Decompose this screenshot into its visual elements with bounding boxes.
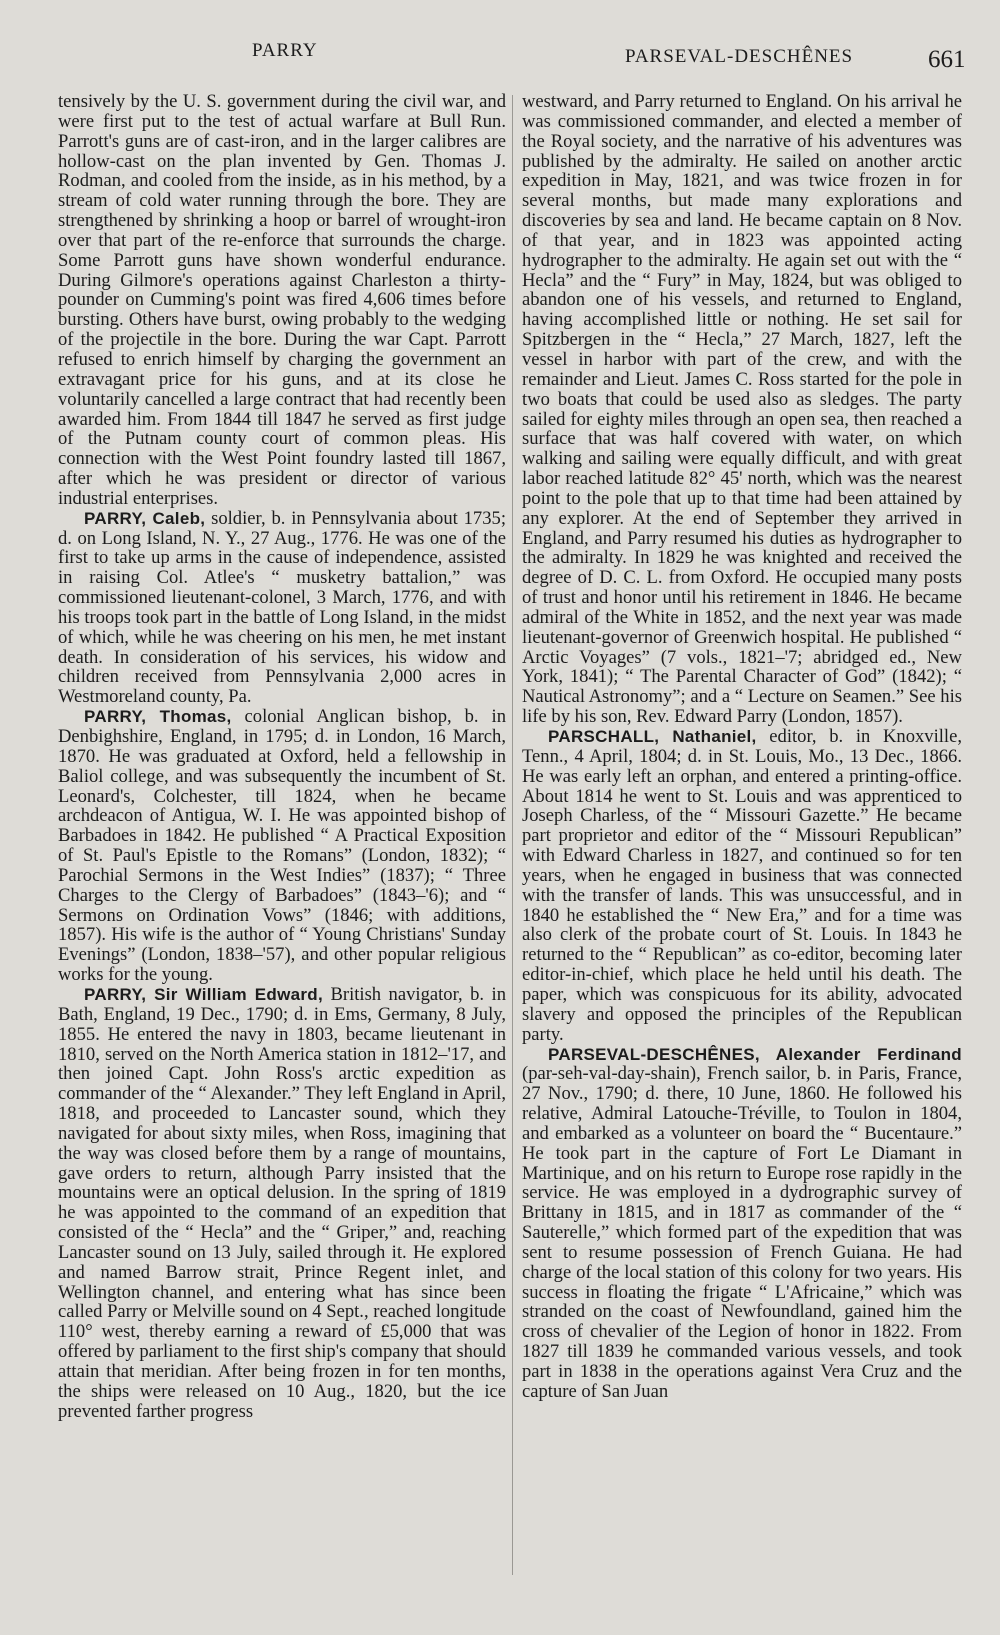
entry-parschall-nathaniel [522, 727, 962, 1045]
entry-headword: PARRY, Sir William Edward, [84, 984, 324, 1004]
entry-text: (par-seh-val-day-shain), French sailor, b. in Paris, France, 27 Nov., 1790; d. there, 10 June, 1860. He followed his relative, Admiral Latouche-Tréville, to Toulon in 1804, and embarked as a volunteer on board the “ Bucentaure.” He took part in the capture of Fort Le Diamant in Martinique, and on his return to Europe rose rapidly in the service. He was employed in a dydrographic survey of Brittany in 1815, and in 1817 as commander of the “ Sauterelle,” which formed part of the expedition that was sent to resume possession of French Guiana. He had charge of the local station of this colony for two years. His success in floating the frigate “ L'Africaine,” which was stranded on the coast of Newfoundland, gained him the cross of chevalier of the Legion of honor in 1822. From 1827 till 1839 he commanded various vessels, and took part in 1838 in the operations against Vera Cruz and the capture of San Juan [522, 1063, 962, 1402]
left-column [58, 92, 506, 1422]
entry-headword: PARRY, Caleb, [84, 508, 206, 528]
left-running-head: PARRY [252, 40, 318, 61]
entry-text: British navigator, b. in Bath, England, 19 Dec., 1790; d. in Ems, Germany, 8 July, 1855. He entered the navy in 1803, became lieutenant in 1810, served on the North America station in 1812–'17, and then joined Capt. John Ross's arctic expedition as commander of the “ Alexander.” They left England in April, 1818, and proceeded to Lancaster sound, which they navigated for about sixty miles, when Ross, imagining that the way was closed before them by a range of mountains, gave orders to return, although Parry insisted that the mountains were an optical delusion. In the spring of 1819 he was appointed to the command of an expedition that consisted of the “ Hecla” and the “ Griper,” and, reaching Lancaster sound on 13 July, sailed through it. He explored and named Barrow strait, Prince Regent inlet, and Wellington channel, and entering what has since been called Parry or Melville sound on 4 Sept., reached longitude 110° west, thereby earning a reward of £5,000 that was offered by parliament to the first ship's company that should attain that meridian. After being frozen in for ten months, the ships were released on 10 Aug., 1820, but the ice prevented farther progress [58, 983, 506, 1422]
entry-parry-caleb [58, 509, 506, 707]
column-rule [512, 95, 513, 1575]
page-header [0, 38, 1000, 72]
entry-parry-thomas [58, 707, 506, 985]
entry-parry-william-edward [58, 985, 506, 1422]
entry-parseval-deschenes [522, 1045, 962, 1402]
right-running-head: PARSEVAL-DESCHÊNES [625, 46, 854, 67]
continuation-paragraph: westward, and Parry returned to England. On his arrival he was commissioned commander, and elected a member of the Royal society, and the narrative of his adventures was published by the admiralty. He sailed on another arctic expedition in May, 1821, and was twice frozen in for several months, but made many explorations and discoveries by sea and land. He became captain on 8 Nov. of that year, and in 1823 was appointed acting hydrographer to the admiralty. He again set out with the “ Hecla” and the “ Fury” in May, 1824, but was obliged to abandon one of his vessels, and returned to England, having accomplished little or nothing. He set sail for Spitzbergen in the “ Hecla,” 27 March, 1827, left the vessel in harbor with part of the crew, and with the remainder and Lieut. James C. Ross started for the pole in two boats that could be used also as sledges. The party sailed for eighty miles through an open sea, then reached a surface that was half covered with water, on which walking and sailing were equally difficult, and with great labor reached latitude 82° 45' north, which was the nearest point to the pole that up to that time had been attained by any explorer. At the end of September they arrived in England, and Parry resumed his duties as hydrographer to the admiralty. In 1829 he was knighted and received the degree of D. C. L. from Oxford. He occupied many posts of trust and honor until his retirement in 1846. He became admiral of the White in 1852, and the next year was made lieutenant-governor of Greenwich hospital. He published “ Arctic Voyages” (7 vols., 1821–'7; abridged ed., New York, 1841); “ The Parental Character of God” (1842); “ Nautical Astronomy”; and a “ Lecture on Seamen.” See his life by his son, Rev. Edward Parry (London, 1857). [522, 91, 962, 728]
entry-headword: PARSEVAL-DESCHÊNES, Alexander Ferdinand [548, 1044, 962, 1064]
entry-headword: PARSCHALL, Nathaniel, [548, 727, 757, 746]
continuation-paragraph: tensively by the U. S. government during the civil war, and were first put to the test of actual warfare at Bull Run. Parrott's guns are of cast-iron, and in the larger calibres are hollow-cast on the plan invented by Gen. Thomas J. Rodman, and cooled from the inside, as in his method, by a stream of cold water running through the bore. They are strengthened by shrinking a hoop or barrel of wrought-iron over that part of the re-enforce that surrounds the charge. Some Parrott guns have shown wonderful endurance. During Gilmore's operations against Charleston a thirty-pounder on Cumming's point was fired 4,606 times before bursting. Others have burst, owing probably to the wedging of the projectile in the bore. During the war Capt. Parrott refused to enrich himself by charging the government an extravagant price for his guns, and at its close he voluntarily cancelled a large contract that had recently been awarded him. From 1844 till 1847 he served as first judge of the Putnam county court of common pleas. His connection with the West Point foundry lasted till 1867, after which he was president or director of various industrial enterprises. [58, 91, 506, 509]
page-number: 661 [928, 46, 966, 73]
right-column [522, 92, 962, 1402]
entry-text: colonial Anglican bishop, b. in Denbighshire, England, in 1795; d. in London, 16 March, 1870. He was graduated at Oxford, held a fellowship in Baliol college, and was subsequently the incumbent of St. Leonard's, Colchester, till 1824, when he became archdeacon of Antigua, W. I. He was appointed bishop of Barbadoes in 1842. He published “ A Practical Exposition of St. Paul's Epistle to the Romans” (London, 1832); “ Parochial Sermons in the West Indies” (1837); “ Three Charges to the Clergy of Barbadoes” (1843–'6); and “ Sermons on Ordination Vows” (1846; with additions, 1857). His wife is the author of “ Young Christians' Sunday Evenings” (London, 1838–'57), and other popular religious works for the young. [58, 706, 506, 986]
entry-headword: PARRY, Thomas, [84, 707, 232, 727]
entry-text: soldier, b. in Pennsylvania about 1735; d. on Long Island, N. Y., 27 Aug., 1776. He was one of the first to take up arms in the cause of independence, assisted in raising Col. Atlee's “ musketry battalion,” was commissioned lieutenant-colonel, 3 March, 1776, and with his troops took part in the battle of Long Island, in the midst of which, while he was cheering on his men, he met instant death. In consideration of his services, his widow and children received from Pennsylvania 2,000 acres in Westmoreland county, Pa. [58, 507, 506, 708]
entry-text: editor, b. in Knoxville, Tenn., 4 April, 1804; d. in St. Louis, Mo., 13 Dec., 1866. He was early left an orphan, and entered a printing-office. About 1814 he went to St. Louis and was apprenticed to Joseph Charless, of the “ Missouri Gazette.” He became part proprietor and editor of the “ Missouri Republican” with Edward Charless in 1827, and continued so for ten years, when he engaged in business that was connected with the transfer of lands. This was unsuccessful, and in 1840 he established the “ New Era,” and for a time was also clerk of the probate court of St. Louis. In 1843 he returned to the “ Republican” as co-editor, becoming later editor-in-chief, which place he held until his death. The paper, which was conspicuous for its ability, advocated slavery and opposed the principles of the Republican party. [522, 726, 962, 1045]
